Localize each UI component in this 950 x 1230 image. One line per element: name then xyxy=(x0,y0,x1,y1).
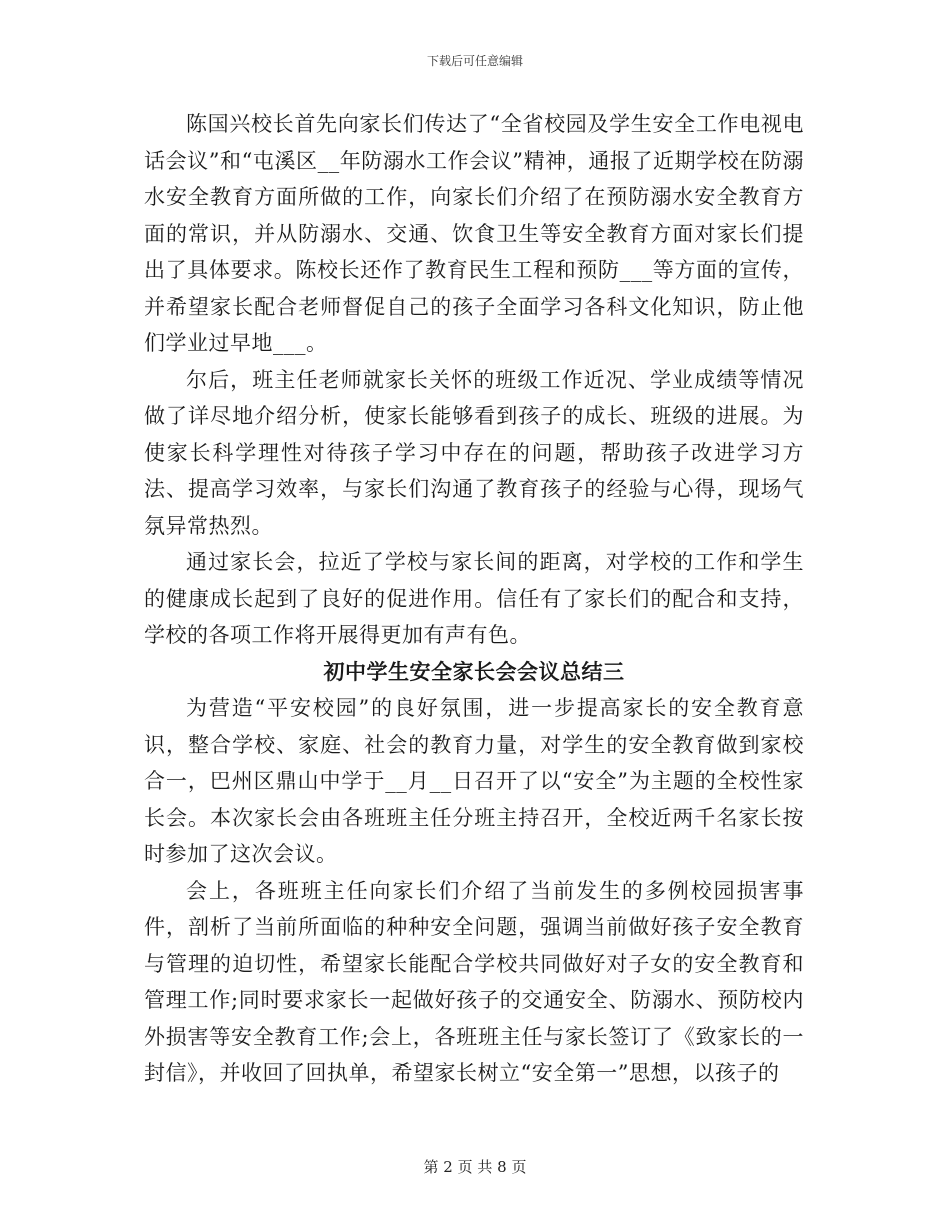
paragraph-4: 为营造“平安校园”的良好氛围，进一步提高家长的安全教育意识，整合学校、家庭、社会的教育力量，对学生的安全教育做到家校合一，巴州区鼎山中学于__月__日召开了以“安全”为主题的全校性家长会。本次家长会由各班班主任分班主持召开，全校近两千名家长按时参加了这次会议。 xyxy=(144,696,804,866)
paragraph-2: 尔后，班主任老师就家长关怀的班级工作近况、学业成绩等情况做了详尽地介绍分析，使家长能够看到孩子的成长、班级的进展。为使家长科学理性对待孩子学习中存在的问题，帮助孩子改进学习方法、提高学习效率，与家长们沟通了教育孩子的经验与心得，现场气氛异常热烈。 xyxy=(144,367,804,538)
paragraph-5: 会上，各班班主任向家长们介绍了当前发生的多例校园损害事件，剖析了当前所面临的种种安全问题，强调当前做好孩子安全教育与管理的迫切性，希望家长能配合学校共同做好对子女的安全教育和管理工作;同时要求家长一起做好孩子的交通安全、防溺水、预防校内外损害等安全教育工作;会上，各班班主任与家长签订了《致家长的一封信》，并收回了回执单，希望家长树立“安全第一”思想，以孩子的 xyxy=(144,878,804,1085)
page-header: 下载后可任意编辑 xyxy=(426,54,523,68)
paragraph-1: 陈国兴校长首先向家长们传达了“全省校园及学生安全工作电视电话会议”和“屯溪区__年防溺水工作会议”精神，通报了近期学校在防溺水安全教育方面所做的工作，向家长们介绍了在预防溺水安全教育方面的常识，并从防溺水、交通、饮食卫生等安全教育方面对家长们提出了具体要求。陈校长还作了教育民生工程和预防___等方面的宣传，并希望家长配合老师督促自己的孩子全面学习各科文化知识，防止他们学业过早地___。 xyxy=(144,112,804,355)
paragraph-3: 通过家长会，拉近了学校与家长间的距离，对学校的工作和学生的健康成长起到了良好的促进作用。信任有了家长们的配合和支持，学校的各项工作将开展得更加有声有色。 xyxy=(144,550,804,647)
document-body xyxy=(144,106,804,1092)
page-number: 第 2 页 共 8 页 xyxy=(423,1158,527,1176)
section-heading: 初中学生安全家长会会议总结三 xyxy=(323,658,625,684)
